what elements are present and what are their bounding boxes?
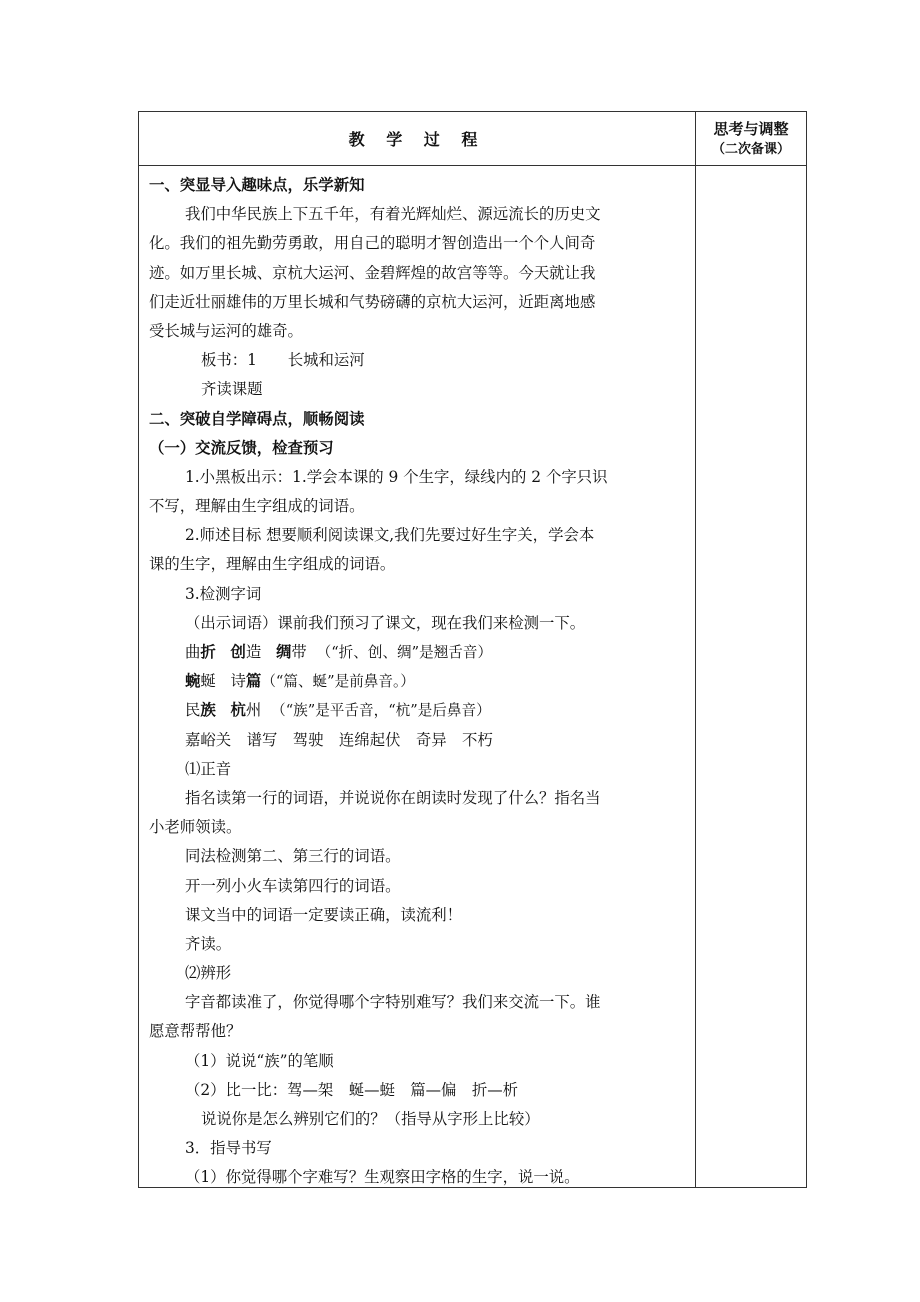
teaching-process-content: [149, 171, 689, 1193]
paragraph-line: 们走近壮丽雄伟的万里长城和气势磅礴的京杭大运河，近距离地感: [149, 292, 596, 311]
reflection-header: [696, 112, 806, 165]
word-note: （“折、创、绸”是翘舌音）: [316, 644, 493, 661]
word-char: 民: [185, 701, 201, 720]
reflection-subtitle: （二次备课）: [711, 141, 790, 157]
paragraph-line: ⑵辨形: [185, 964, 232, 983]
header-divider: [139, 165, 806, 166]
paragraph-line: 同法检测第二、第三行的词语。: [185, 847, 401, 866]
paragraph-line: 齐读课题: [201, 380, 263, 399]
word-char: 蜒: [200, 672, 216, 691]
paragraph-line: （出示词语）课前我们预习了课文，现在我们来检测一下。: [185, 613, 586, 632]
paragraph-line: 迹。如万里长城、京杭大运河、金碧辉煌的故宫等等。今天就让我: [149, 263, 596, 282]
section-heading: 二、突破自学障碍点，顺畅阅读: [149, 409, 365, 428]
paragraph-line: 开一列小火车读第四行的词语。: [185, 876, 401, 895]
paragraph-line: 课文当中的词语一定要读正确，读流利！: [185, 905, 463, 924]
paragraph-line: 化。我们的祖先勤劳勇敢，用自己的聪明才智创造出一个个人间奇: [149, 234, 596, 253]
paragraph-line: 小老师领读。: [149, 818, 242, 837]
word-char-bold: 折: [200, 643, 216, 661]
paragraph-line: （1）你觉得哪个字难写？生观察田字格的生字，说一说。: [185, 1168, 580, 1187]
word-char-bold: 绸: [276, 643, 292, 661]
column-divider: [695, 112, 696, 1187]
paragraph-line: 字音都读准了，你觉得哪个字特别难写？我们来交流一下。谁: [185, 993, 601, 1012]
paragraph-line: 指名读第一行的词语，并说说你在朗读时发现了什么？指名当: [185, 788, 601, 807]
subsection-heading: （一）交流反馈，检查预习: [149, 438, 334, 457]
word-char: 曲: [185, 643, 201, 661]
section-heading: 一、突显导入趣味点，乐学新知: [149, 176, 365, 194]
word-row-4: 嘉峪关 谱写 驾驶 连绵起伏 奇异 不朽: [185, 730, 493, 749]
teaching-process-header: 教 学 过 程: [348, 130, 486, 149]
word-char: 州: [245, 701, 262, 720]
paragraph-line: （2）比一比：驾—架 蜒—蜓 篇—偏 折—析: [185, 1080, 518, 1099]
word-char: 带: [291, 643, 307, 661]
paragraph-line: 我们中华民族上下五千年，有着光辉灿烂、源远流长的历史文: [185, 205, 601, 224]
word-char: 造: [245, 643, 262, 661]
paragraph-line: ⑴正音: [185, 759, 232, 778]
paragraph-line: 3．指导书写: [185, 1139, 272, 1158]
word-char-bold: 篇: [245, 672, 262, 691]
word-char-bold: 族: [200, 701, 216, 720]
paragraph-line: 2.师述目标 想要顺利阅读课文,我们先要过好生字关，学会本: [185, 526, 595, 545]
word-char-bold: 杭: [230, 701, 246, 720]
word-note: （“篇、蜒”是前鼻音。）: [261, 673, 415, 691]
word-row-3: [149, 696, 689, 725]
reflection-title: 思考与调整: [713, 119, 789, 138]
word-char-bold: 蜿: [185, 672, 201, 691]
paragraph-line: 不写，理解由生字组成的词语。: [149, 497, 365, 516]
paragraph-line: 说说你是怎么辨别它们的？（指导从字形上比较）: [201, 1110, 540, 1128]
word-row-1: [149, 638, 689, 667]
word-char-bold: 创: [230, 643, 246, 661]
lesson-plan-table: [138, 111, 807, 1188]
paragraph-line: 1.小黑板出示：1.学会本课的 9 个生字，绿线内的 2 个字只识: [185, 467, 608, 486]
word-char: 诗: [230, 672, 246, 691]
paragraph-line: 3.检测字词: [185, 584, 262, 603]
paragraph-line: （1）说说“族”的笔顺: [185, 1051, 334, 1070]
word-row-2: [149, 667, 689, 696]
paragraph-line: 愿意帮帮他？: [149, 1022, 242, 1041]
paragraph-line: 课的生字，理解由生字组成的词语。: [149, 555, 396, 574]
blackboard-line: 板书：1 长城和运河: [201, 351, 365, 370]
paragraph-line: 齐读。: [185, 934, 232, 953]
word-note: （“族”是平舌音，“杭”是后鼻音）: [271, 702, 491, 720]
paragraph-line: 受长城与运河的雄奇。: [149, 321, 303, 340]
